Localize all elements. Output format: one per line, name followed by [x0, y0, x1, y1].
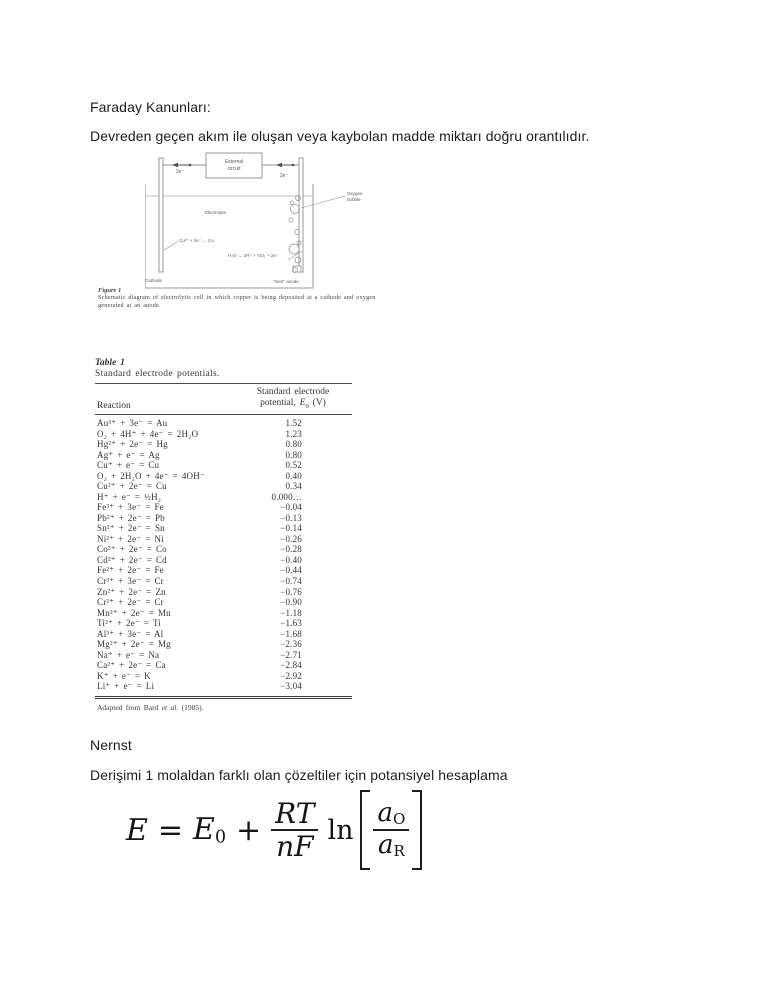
table-row	[97, 618, 352, 629]
oxygen-bubble-label-line2: bubble	[347, 197, 361, 202]
figure-caption-text: Schematic diagram of electrolytic cell in which copper is being deposited at a cathode and oxygen generated at an anode.	[98, 294, 376, 309]
eq-fraction-RT-nF: $\frac{RT}{nF}$	[271, 799, 318, 862]
table-row	[97, 523, 352, 534]
potential-cell: −0.13	[280, 512, 302, 523]
table-row	[97, 639, 352, 650]
table-footnote: Adapted from Bard et al. (1985).	[97, 702, 204, 712]
reaction-cell: Mg²⁺ + 2e⁻ = Mg	[97, 639, 171, 650]
potential-cell: 0.80	[285, 449, 302, 460]
faraday-description: Devreden geçen akım ile oluşan veya kaybolan madde miktarı doğru orantılıdır.	[90, 128, 590, 144]
eq-plus: +	[236, 812, 262, 848]
cathode-label: Cathode	[145, 278, 163, 283]
nernst-description: Derişimi 1 molaldan farklı olan çözeltiler için potansiyel hesaplama	[90, 767, 508, 783]
potential-cell: 0.34	[285, 481, 302, 492]
reaction-cell: Hg²⁺ + 2e⁻ = Hg	[97, 439, 168, 450]
potential-cell: −1.68	[280, 628, 302, 639]
cathode-electrode	[159, 158, 163, 272]
figure-caption	[98, 287, 393, 310]
figure-caption-number: Figure 1	[98, 287, 122, 294]
potential-cell: 0.000…	[271, 491, 302, 502]
eq-E: E	[126, 812, 148, 848]
eq-bracket-left	[360, 790, 370, 870]
potential-cell: −2.36	[280, 639, 302, 650]
cathode-reaction-leader	[164, 242, 177, 250]
table-row	[97, 450, 352, 461]
table-row	[97, 587, 352, 598]
eq-bracket-right	[412, 790, 422, 870]
potential-cell: −0.76	[280, 586, 302, 597]
potential-cell: −0.04	[280, 502, 302, 513]
anode-electrode	[299, 158, 303, 272]
table-header-row	[95, 384, 352, 414]
potential-cell: 0.52	[285, 460, 302, 471]
potential-cell: −2.84	[280, 660, 302, 671]
electrode-potentials-table	[95, 358, 352, 712]
reaction-cell: Cr²⁺ + 2e⁻ = Cr	[97, 597, 164, 608]
reaction-cell: Al³⁺ + 3e⁻ = Al	[97, 628, 164, 639]
table-row	[97, 471, 352, 482]
column-header-potential: Standard electrode potential, $E_0$ (V)	[256, 387, 330, 411]
table-row	[97, 608, 352, 619]
external-circuit-label-line2: circuit	[227, 166, 241, 172]
reaction-cell: Co²⁺ + 2e⁻ = Co	[97, 544, 167, 555]
reaction-cell: Cu⁺ + e⁻ = Cu	[97, 460, 160, 471]
oxygen-bubble-label-line1: Oxygen	[347, 191, 363, 196]
potential-cell: −2.71	[280, 649, 302, 660]
potential-cell: 0.80	[285, 439, 302, 450]
eq-ln: ln	[327, 814, 354, 846]
reaction-cell: Sn²⁺ + 2e⁻ = Sn	[97, 523, 165, 534]
table-row	[97, 681, 352, 692]
potential-cell: −0.44	[280, 565, 302, 576]
table-row	[97, 555, 352, 566]
potential-cell: −0.26	[280, 533, 302, 544]
eq-fraction-activities: $\frac{a_O}{a_R}$	[373, 800, 409, 859]
reaction-cell: Na⁺ + e⁻ = Na	[97, 649, 160, 660]
reaction-cell: Cd²⁺ + 2e⁻ = Cd	[97, 554, 167, 565]
potential-cell: −3.04	[280, 681, 302, 692]
table-row	[97, 492, 352, 503]
table-row	[97, 660, 352, 671]
potential-cell: −0.74	[280, 576, 302, 586]
reaction-cell: Mn²⁺ + 2e⁻ = Mn	[97, 607, 171, 618]
eq-E0: $E_0$	[193, 812, 227, 848]
electrolyte-label: Electrolyte	[205, 210, 227, 215]
table-row	[97, 629, 352, 640]
electron-arrow-right-dot	[292, 164, 295, 167]
reaction-cell: Ca²⁺ + 2e⁻ = Ca	[97, 660, 166, 671]
table-row	[97, 671, 352, 682]
electron-arrow-left-dot	[189, 164, 192, 167]
potential-cell: −2.92	[280, 670, 302, 681]
potential-cell: −0.28	[280, 544, 302, 555]
table-row	[97, 513, 352, 524]
table-row	[97, 534, 352, 545]
potential-cell: −1.18	[280, 607, 302, 618]
reaction-cell: O₂ + 4H⁺ + 4e⁻ = 2H₂O	[97, 428, 199, 439]
table-row	[97, 460, 352, 471]
table-row	[97, 650, 352, 661]
reaction-cell: Fe³⁺ + 3e⁻ = Fe	[97, 502, 164, 513]
reaction-cell: Cu²⁺ + 2e⁻ = Cu	[97, 481, 167, 492]
oxygen-leader-line	[301, 196, 345, 208]
column-header-reaction: Reaction	[97, 401, 131, 412]
table-row	[97, 544, 352, 555]
heading-faraday-laws: Faraday Kanunları:	[90, 99, 211, 115]
table-row	[97, 502, 352, 513]
table-row	[97, 481, 352, 492]
reaction-cell: Zn²⁺ + 2e⁻ = Zn	[97, 586, 166, 597]
potential-cell: −0.14	[280, 523, 302, 534]
cathode-reaction-label: Cu²⁺ + 2e⁻ → Cu	[179, 238, 214, 243]
table-title: Table 1	[95, 358, 125, 368]
eq-equals: =	[157, 812, 184, 848]
electrons-right-label: 2e⁻	[279, 173, 289, 179]
reaction-cell: Fe²⁺ + 2e⁻ = Fe	[97, 565, 164, 576]
table-subtitle: Standard electrode potentials.	[95, 369, 220, 379]
potential-cell: −0.40	[280, 554, 302, 565]
reaction-cell: Li⁺ + e⁻ = Li	[97, 681, 155, 692]
table-row	[97, 429, 352, 440]
anode-reaction-label: H₂O → 2H⁺ + ½O₂ + 2e⁻	[228, 253, 279, 258]
reaction-cell: H⁺ + e⁻ = ½H₂	[97, 491, 162, 502]
potential-cell: −0.90	[280, 597, 302, 608]
table-row	[97, 565, 352, 576]
table-row	[97, 597, 352, 608]
table-rule-bottom	[95, 696, 352, 699]
table-rows	[95, 415, 352, 693]
reaction-cell: K⁺ + e⁻ = K	[97, 670, 151, 681]
potential-cell: 1.23	[285, 428, 302, 439]
table-row	[97, 439, 352, 450]
heading-nernst: Nernst	[90, 737, 132, 753]
reaction-cell: Pb²⁺ + 2e⁻ = Pb	[97, 512, 165, 523]
reaction-cell: Ti²⁺ + 2e⁻ = Ti	[97, 618, 162, 629]
table-row	[97, 418, 352, 429]
inert-anode-label: “Inert” anode	[273, 279, 299, 284]
electrons-left-label: 2e⁻	[175, 169, 185, 175]
nernst-equation	[126, 789, 422, 871]
reaction-cell: O₂ + 2H₂O + 4e⁻ = 4OH⁻	[97, 470, 205, 481]
electron-arrow-left-head	[172, 163, 178, 167]
reaction-cell: Cr³⁺ + 3e⁻ = Cr	[97, 576, 164, 586]
potential-cell: −1.63	[280, 618, 302, 629]
reaction-cell: Ag⁺ + e⁻ = Ag	[97, 449, 160, 460]
external-circuit-label-line1: External	[224, 159, 244, 165]
reaction-cell: Ni²⁺ + 2e⁻ = Ni	[97, 533, 164, 544]
reaction-cell: Au³⁺ + 3e⁻ = Au	[97, 418, 168, 429]
table-row	[97, 576, 352, 587]
electron-arrow-right-head	[276, 163, 282, 167]
potential-cell: 0.40	[285, 470, 302, 481]
electrolytic-cell-diagram	[145, 150, 417, 290]
beaker-outline	[145, 184, 313, 288]
potential-cell: 1.52	[285, 418, 302, 429]
